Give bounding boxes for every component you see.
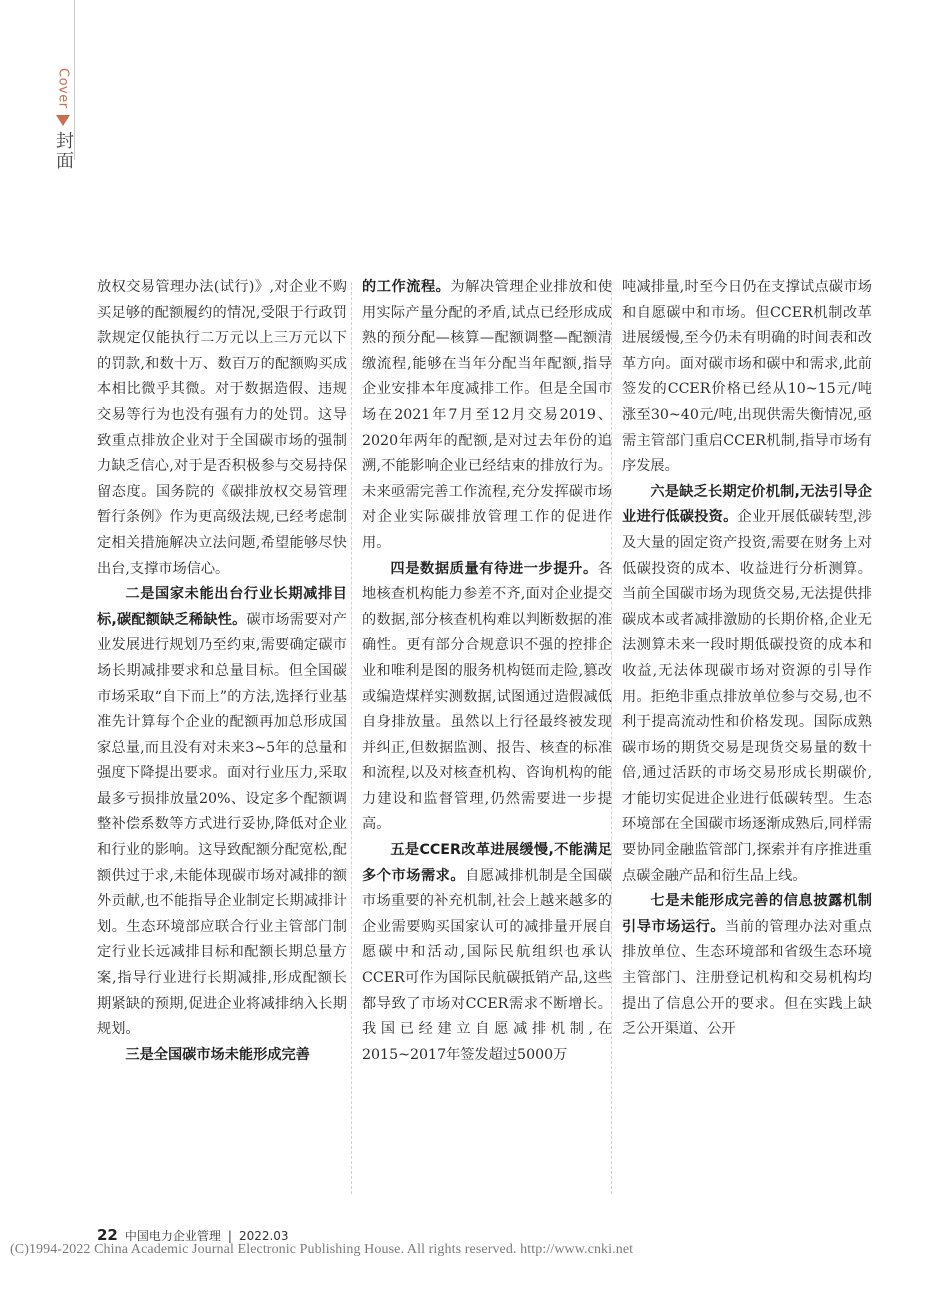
paragraph-heading: 二是国家未能出台行业长期减排目标,碳配额缺乏稀缺性。 bbox=[97, 586, 347, 628]
paragraph bbox=[362, 838, 612, 1068]
section-tab bbox=[52, 68, 74, 171]
paragraph-heading: 的工作流程。 bbox=[362, 279, 451, 295]
paragraph-heading: 七是未能形成完善的信息披露机制引导市场运行。 bbox=[622, 893, 872, 935]
paragraph: 放权交易管理办法(试行)》,对企业不购买足够的配额履约的情况,受限于行政罚款规定仅能执行二万元以上三万元以下的罚款,和数十万、数百万的配额购买成本相比微乎其微。对于数据造假、违规交易等行为也没有强有力的处罚。这导致重点排放企业对于全国碳市场的强制力缺乏信心,对于是否积极参与交易持保留态度。国务院的《碳排放权交易管理暂行条例》作为更高级法规,已经考虑制定相关措施解决立法问题,希望能够尽快出台,支撑市场信心。 bbox=[97, 279, 347, 577]
page-number: 22 bbox=[97, 1226, 118, 1244]
paragraph-body: 当前的管理办法对重点排放单位、生态环境部和省级生态环境主管部门、注册登记机构和交易机构均提出了信息公开的要求。但在实践上缺乏公开渠道、公开 bbox=[622, 918, 872, 1038]
paragraph-heading: 四是数据质量有待进一步提升。 bbox=[390, 560, 598, 577]
text-column-1 bbox=[97, 275, 347, 1068]
paragraph-body: 自愿减排机制是全国碳市场重要的补充机制,社会上越来越多的企业需要购买国家认可的减排量开展自愿碳中和活动,国际民航组织也承认CCER可作为国际民航碳抵销产品,这些都导致了市场对CCER需求不断增长。我国已经建立自愿减排机制,在2015~2017年签发超过5000万 bbox=[362, 867, 612, 1063]
paragraph bbox=[97, 582, 347, 1043]
paragraph bbox=[97, 1043, 347, 1069]
paragraph-heading: 三是全国碳市场未能形成完善 bbox=[125, 1046, 310, 1063]
text-column-2 bbox=[362, 275, 612, 1068]
triangle-marker-icon bbox=[56, 115, 70, 126]
paragraph-body: 碳市场需要对产业发展进行规划乃至约束,需要确定碳市场长期减排要求和总量目标。但全国碳市场采取“自下而上”的方法,选择行业基准先计算每个企业的配额再加总形成国家总量,而且没有对未来3~5年的总量和强度下降提出要求。面对行业压力,采取最多亏损排放量20%、设定多个配额调整补偿系数等方式进行妥协,降低对企业和行业的影响。这导致配额分配宽松,配额供过于求,未能体现碳市场对减排的额外贡献,也不能指导企业制定长期减排计划。生态环境部应联合行业主管部门制定行业长远减排目标和配额长期总量方案,指导行业进行长期减排,形成配额长期紧缺的预期,促进企业将减排纳入长期规划。 bbox=[97, 611, 347, 1038]
magazine-title: 中国电力企业管理 bbox=[124, 1229, 221, 1243]
paragraph-body: 企业开展低碳转型,涉及大量的固定资产投资,需要在财务上对低碳投资的成本、收益进行分析测算。当前全国碳市场为现货交易,无法提供排碳成本或者减排激励的长期价格,企业无法测算未来一段时期低碳投资的成本和收益,无法体现碳市场对资源的引导作用。拒绝非重点排放单位参与交易,也不利于提高流动性和价格发现。国际成熟碳市场的期货交易是现货交易量的数十倍,通过活跃的市场交易形成长期碳价,才能切实促进企业进行低碳转型。生态环境部在全国碳市场逐渐成熟后,同样需要协同金融监管部门,探索并有序推进重点碳金融产品和衍生品上线。 bbox=[622, 509, 872, 884]
paragraph bbox=[362, 557, 612, 839]
section-label-en: Cover bbox=[55, 68, 71, 109]
paragraph-body: 各地核查机构能力参差不齐,面对企业提交的数据,部分核查机构难以判断数据的准确性。更有部分合规意识不强的控排企业和唯利是图的服务机构铤而走险,篡改或编造煤样实测数据,试图通过造假减低自身排放量。虽然以上行径最终被发现并纠正,但数据监测、报告、核查的标准和流程,以及对核查机构、咨询机构的能力建设和监督管理,仍然需要进一步提高。 bbox=[362, 560, 612, 833]
section-label-zh: 封面 bbox=[53, 130, 74, 171]
paragraph-heading: 六是缺乏长期定价机制,无法引导企业进行低碳投资。 bbox=[622, 483, 872, 526]
paragraph bbox=[622, 480, 872, 890]
paragraph-body: 为解决管理企业排放和使用实际产量分配的矛盾,试点已经形成成熟的预分配—核算—配额调整—配额清缴流程,能够在当年分配当年配额,指导企业安排本年度减排工作。但是全国市场在2021年7月至12月交易2019、2020年两年的配额,是对过去年份的追溯,不能影响企业已经结束的排放行为。未来亟需完善工作流程,充分发挥碳市场对企业实际碳排放管理工作的促进作用。 bbox=[362, 279, 612, 551]
paragraph-heading: 五是CCER改革进展缓慢,不能满足多个市场需求。 bbox=[362, 842, 612, 884]
copyright-notice: (C)1994-2022 China Academic Journal Electronic Publishing House. All rights reserved. http://www.cnki.net bbox=[10, 1242, 634, 1257]
column-divider bbox=[351, 282, 352, 1194]
footer-separator: | bbox=[227, 1229, 232, 1243]
paragraph: 吨减排量,时至今日仍在支撑试点碳市场和自愿碳中和市场。但CCER机制改革进展缓慢,至今仍未有明确的时间表和改革方向。面对碳市场和碳中和需求,此前签发的CCER价格已经从10~15元/吨涨至30~40元/吨,出现供需失衡情况,亟需主管部门重启CCER机制,指导市场有序发展。 bbox=[622, 279, 872, 475]
paragraph bbox=[362, 275, 612, 557]
paragraph bbox=[622, 889, 872, 1043]
issue-date: 2022.03 bbox=[238, 1229, 289, 1243]
text-column-3 bbox=[622, 275, 872, 1043]
